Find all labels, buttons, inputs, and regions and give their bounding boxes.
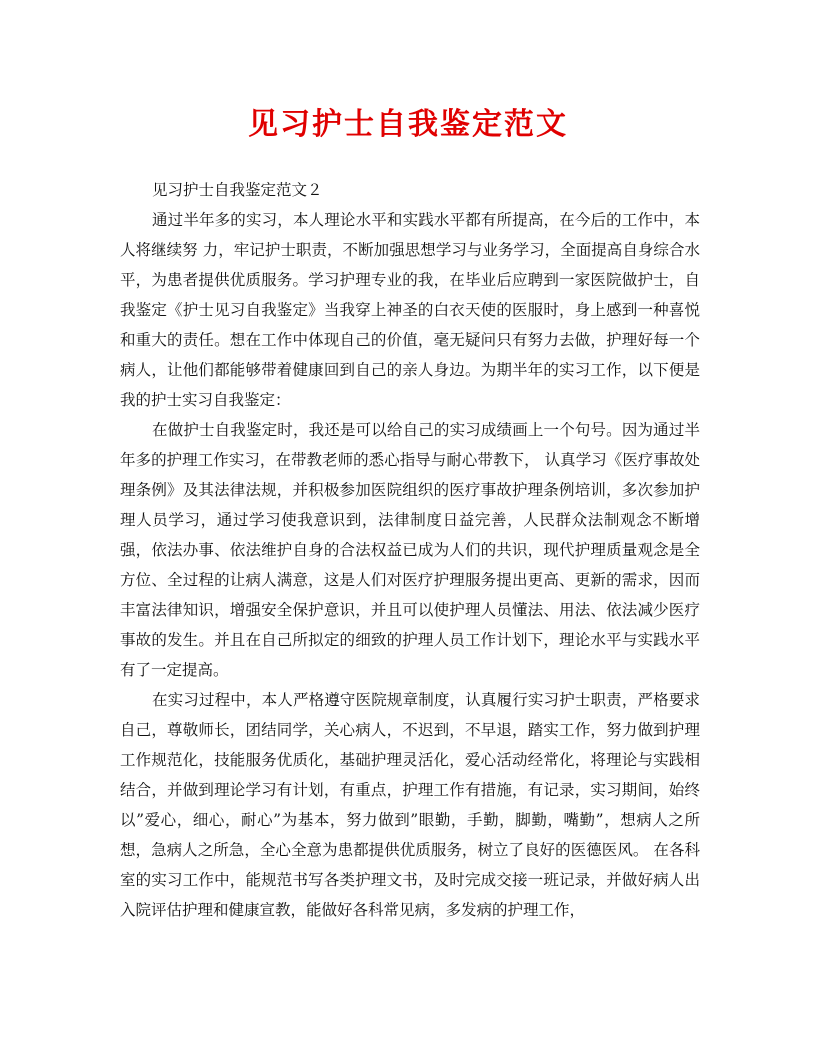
- document-body: [120, 175, 700, 925]
- paragraph-2: 在做护士自我鉴定时，我还是可以给自己的实习成绩画上一个句号。因为通过半年多的护理工作实习，在带教老师的悉心指导与耐心带教下， 认真学习《医疗事故处理条例》及其法律法规，并积极参加医院组织的医疗事故护理条例培训，多次参加护理人员学习，通过学习使我意识到，法律制度日益完善，人民群众法制观念不断增强，依法办事、依法维护自身的合法权益已成为人们的共识，现代护理质量观念是全方位、全过程的让病人满意，这是人们对医疗护理服务提出更高、更新的需求，因而丰富法律知识，增强安全保护意识，并且可以使护理人员懂法、用法、依法减少医疗事故的发生。并且在自己所拟定的细致的护理人员工作计划下，理论水平与实践水平有了一定提高。: [120, 421, 700, 679]
- document-subtitle: 见习护士自我鉴定范文２: [152, 181, 323, 199]
- paragraph-3: 在实习过程中，本人严格遵守医院规章制度，认真履行实习护士职责，严格要求自己，尊敬师长，团结同学，关心病人，不迟到，不早退，踏实工作，努力做到护理工作规范化，技能服务优质化，基础护理灵活化，爱心活动经常化，将理论与实践相结合，并做到理论学习有计划，有重点，护理工作有措施，有记录，实习期间，始终以”爱心，细心，耐心”为基本，努力做到”眼勤，手勤，脚勤，嘴勤”，想病人之所想，急病人之所急，全心全意为患都提供优质服务，树立了良好的医德医风。 在各科室的实习工作中，能规范书写各类护理文书，及时完成交接一班记录，并做好病人出入院评估护理和健康宣教，能做好各科常见病，多发病的护理工作，: [120, 691, 700, 919]
- paragraph-1: 通过半年多的实习，本人理论水平和实践水平都有所提高，在今后的工作中，本人将继续努 力，牢记护士职责，不断加强思想学习与业务学习，全面提高自身综合水平，为患者提供优质服务。学习护理专业的我，在毕业后应聘到一家医院做护士，自我鉴定《护士见习自我鉴定》当我穿上神圣的白衣天使的医服时，身上感到一种喜悦和重大的责任。想在工作中体现自己的价值，毫无疑问只有努力去做，护理好每一个病人，让他们都能够带着健康回到自己的亲人身边。为期半年的实习工作，以下便是我的护士实习自我鉴定：: [120, 211, 700, 409]
- document-title: 见习护士自我鉴定范文: [248, 107, 568, 142]
